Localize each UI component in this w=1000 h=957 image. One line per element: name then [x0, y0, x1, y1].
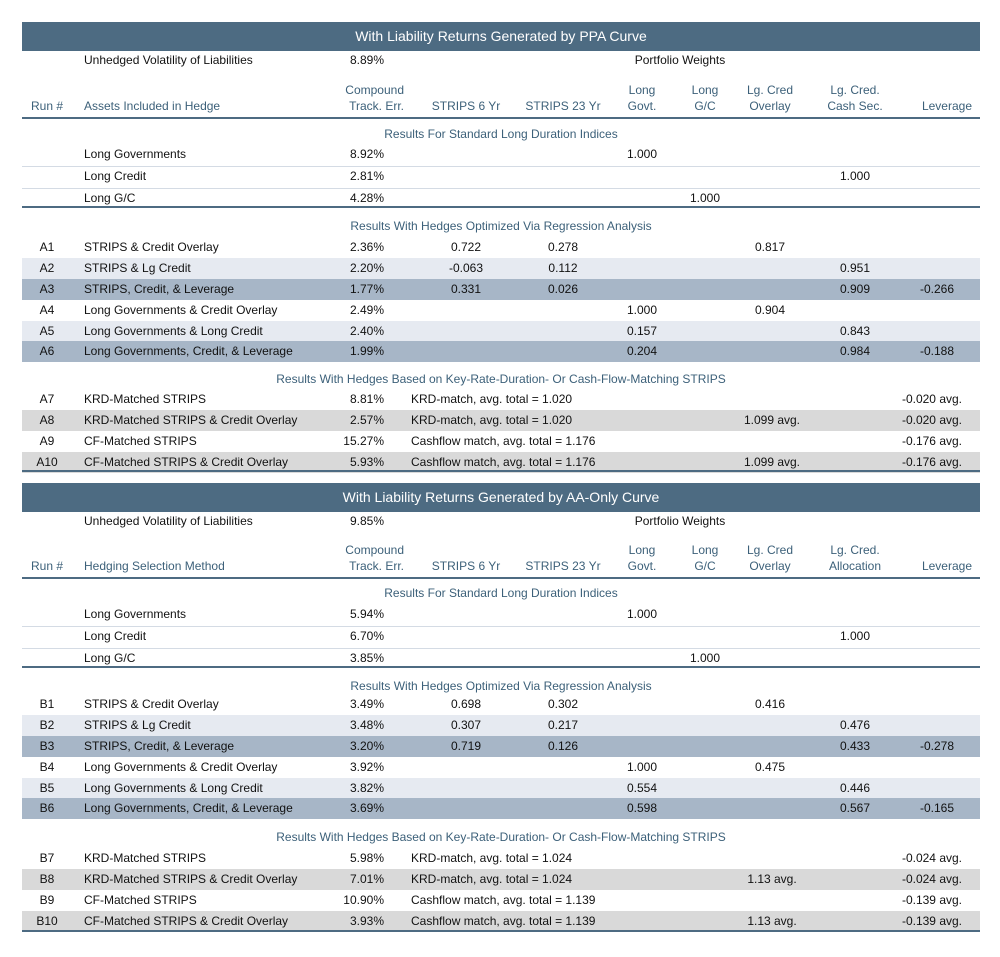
divider-rule	[22, 206, 980, 208]
col-header-strips-6yr: STRIPS 6 Yr	[431, 559, 501, 573]
row-lg: 1.000	[626, 303, 658, 317]
row-tracking-error: 10.90%	[343, 893, 384, 907]
row-tracking-error: 7.01%	[349, 872, 384, 886]
row-te: 3.82%	[349, 781, 384, 795]
row-run: B10	[36, 914, 58, 928]
divider-rule	[22, 930, 980, 932]
row-leverage: -0.020 avg.	[901, 413, 962, 427]
section-subtitle: Results With Hedges Optimized Via Regression Analysis	[350, 679, 652, 693]
divider-rule	[22, 577, 980, 579]
row-match-description: KRD-match, avg. total = 1.020	[411, 392, 573, 406]
row-lg: 0.204	[626, 344, 658, 358]
divider-rule	[22, 117, 980, 119]
row-tracking-error: 15.27%	[343, 434, 384, 448]
row-run: A6	[39, 344, 55, 358]
row-run: B1	[39, 697, 55, 711]
portfolio-weights-heading: Portfolio Weights	[634, 514, 726, 528]
row-s6: 0.719	[450, 739, 482, 753]
row-long-govt: 1.000	[626, 147, 658, 161]
row-te: 2.49%	[349, 303, 384, 317]
row-s6: 0.722	[450, 240, 482, 254]
col-header-long-gc-2: G/C	[694, 99, 716, 113]
row-lco: 1.099 avg.	[743, 413, 801, 427]
col-header-track-err: Track. Err.	[349, 559, 404, 573]
row-run: B5	[39, 781, 55, 795]
col-header-long-gc: Long	[691, 543, 719, 557]
row-leverage: -0.139 avg.	[901, 893, 962, 907]
row-leverage: -0.020 avg.	[901, 392, 962, 406]
row-run: B3	[39, 739, 55, 753]
col-header-lg-cred-cash-2: Cash Sec.	[827, 99, 883, 113]
col-header-strips-6yr: STRIPS 6 Yr	[431, 99, 501, 113]
row-long-gc: 1.000	[689, 191, 721, 205]
row-run: A2	[39, 261, 55, 275]
row-tracking-error: 5.98%	[349, 851, 384, 865]
col-header-strips-23yr: STRIPS 23 Yr	[525, 99, 601, 113]
row-tracking-error: 3.85%	[349, 651, 384, 665]
row-leverage: -0.024 avg.	[901, 872, 962, 886]
unhedged-volatility-label: Unhedged Volatility of Liabilities	[84, 53, 253, 67]
row-lcc: 0.433	[839, 739, 871, 753]
panel-title: With Liability Returns Generated by AA-Only Curve	[22, 483, 980, 512]
row-match-description: KRD-match, avg. total = 1.024	[411, 851, 573, 865]
row-te: 3.49%	[349, 697, 384, 711]
row-name: Long Governments, Credit, & Leverage	[84, 801, 293, 815]
row-run: B8	[39, 872, 55, 886]
row-lco: 1.099 avg.	[743, 455, 801, 469]
row-name: KRD-Matched STRIPS	[84, 851, 207, 865]
row-name: Long Governments, Credit, & Leverage	[84, 344, 293, 358]
row-tracking-error: 6.70%	[349, 629, 384, 643]
row-name: Long Governments & Long Credit	[84, 781, 263, 795]
row-tracking-error: 8.92%	[349, 147, 384, 161]
row-name: Long Governments & Credit Overlay	[84, 760, 278, 774]
row-tracking-error: 5.94%	[349, 607, 384, 621]
row-match-description: KRD-match, avg. total = 1.020	[411, 413, 573, 427]
row-lcc: 0.984	[839, 344, 871, 358]
row-lco: 1.13 avg.	[747, 872, 797, 886]
row-name: STRIPS & Credit Overlay	[84, 697, 219, 711]
row-lev: -0.188	[919, 344, 954, 358]
row-lg: 0.598	[626, 801, 658, 815]
row-name: CF-Matched STRIPS	[84, 434, 197, 448]
row-lcc: 0.567	[839, 801, 871, 815]
row-leverage: -0.176 avg.	[901, 434, 962, 448]
row-name: STRIPS & Lg Credit	[84, 718, 191, 732]
row-name: Long Governments & Long Credit	[84, 324, 263, 338]
row-name: CF-Matched STRIPS & Credit Overlay	[84, 914, 289, 928]
row-name: KRD-Matched STRIPS & Credit Overlay	[84, 413, 298, 427]
row-match-description: Cashflow match, avg. total = 1.139	[411, 914, 596, 928]
row-run: A5	[39, 324, 55, 338]
section-subtitle: Results With Hedges Optimized Via Regression Analysis	[350, 219, 652, 233]
portfolio-weights-heading: Portfolio Weights	[634, 53, 726, 67]
row-te: 2.36%	[349, 240, 384, 254]
row-run: A9	[39, 434, 55, 448]
row-match-description: Cashflow match, avg. total = 1.139	[411, 893, 596, 907]
row-name: STRIPS, Credit, & Leverage	[84, 282, 235, 296]
row-name: KRD-Matched STRIPS	[84, 392, 207, 406]
col-header-lg-cred-overlay-2: Overlay	[749, 559, 791, 573]
row-run: A4	[39, 303, 55, 317]
row-lg: 0.157	[626, 324, 658, 338]
row-match-description: KRD-match, avg. total = 1.024	[411, 872, 573, 886]
col-header-long-govt-2: Govt.	[627, 99, 657, 113]
row-te: 1.99%	[349, 344, 384, 358]
row-name: CF-Matched STRIPS & Credit Overlay	[84, 455, 289, 469]
row-name: STRIPS, Credit, & Leverage	[84, 739, 235, 753]
row-s6: 0.331	[450, 282, 482, 296]
row-te: 3.20%	[349, 739, 384, 753]
col-header-lg-cred-cash: Lg. Cred.	[830, 543, 880, 557]
col-header-long-gc: Long	[691, 83, 719, 97]
row-run: A1	[39, 240, 55, 254]
row-s23: 0.217	[547, 718, 579, 732]
section-subtitle: Results For Standard Long Duration Indices	[384, 586, 618, 600]
unhedged-volatility-label: Unhedged Volatility of Liabilities	[84, 514, 253, 528]
col-header-lg-cred-overlay: Lg. Cred	[746, 83, 794, 97]
row-name: Long Governments & Credit Overlay	[84, 303, 278, 317]
row-name: Long Governments	[84, 147, 187, 161]
row-te: 2.40%	[349, 324, 384, 338]
row-s23: 0.026	[547, 282, 579, 296]
divider-rule	[22, 666, 980, 668]
row-lco: 0.817	[754, 240, 786, 254]
col-header-run: Run #	[30, 99, 64, 113]
row-tracking-error: 2.57%	[349, 413, 384, 427]
section-subtitle: Results With Hedges Based on Key-Rate-Duration- Or Cash-Flow-Matching STRIPS	[276, 830, 726, 844]
row-te: 3.69%	[349, 801, 384, 815]
row-lcc: 0.909	[839, 282, 871, 296]
row-lev: -0.266	[919, 282, 954, 296]
row-name: CF-Matched STRIPS	[84, 893, 197, 907]
row-tracking-error: 8.81%	[349, 392, 384, 406]
row-run: B9	[39, 893, 55, 907]
row-run: A7	[39, 392, 55, 406]
row-s23: 0.112	[548, 261, 578, 275]
row-leverage: -0.139 avg.	[901, 914, 962, 928]
row-name: Long Governments	[84, 607, 187, 621]
row-run: B7	[39, 851, 55, 865]
row-te: 2.20%	[349, 261, 384, 275]
row-run: B4	[39, 760, 55, 774]
col-header-long-govt-2: Govt.	[627, 559, 657, 573]
row-lcc: 0.476	[839, 718, 871, 732]
col-header-assets: Assets Included in Hedge	[84, 99, 221, 113]
row-name: STRIPS & Credit Overlay	[84, 240, 219, 254]
col-header-leverage: Leverage	[921, 559, 972, 573]
row-name: Long G/C	[84, 191, 136, 205]
row-lev: -0.278	[919, 739, 954, 753]
row-lg: 0.554	[626, 781, 658, 795]
col-header-compound: Compound	[345, 543, 404, 557]
col-header-assets: Hedging Selection Method	[84, 559, 225, 573]
col-header-strips-23yr: STRIPS 23 Yr	[525, 559, 601, 573]
section-subtitle: Results With Hedges Based on Key-Rate-Duration- Or Cash-Flow-Matching STRIPS	[276, 372, 726, 386]
panel-title: With Liability Returns Generated by PPA Curve	[22, 22, 980, 51]
row-lg-cred: 1.000	[839, 169, 871, 183]
row-run: A10	[36, 455, 58, 469]
unhedged-volatility-value: 9.85%	[349, 514, 384, 528]
row-leverage: -0.024 avg.	[901, 851, 962, 865]
row-lcc: 0.446	[839, 781, 871, 795]
row-s23: 0.302	[547, 697, 579, 711]
row-run: A8	[39, 413, 55, 427]
row-leverage: -0.176 avg.	[901, 455, 962, 469]
row-te: 1.77%	[349, 282, 384, 296]
row-lcc: 0.843	[839, 324, 871, 338]
row-long-govt: 1.000	[626, 607, 658, 621]
row-lcc: 0.951	[839, 261, 871, 275]
row-name: Long G/C	[84, 651, 136, 665]
col-header-lg-cred-overlay: Lg. Cred	[746, 543, 794, 557]
row-s6: 0.698	[450, 697, 482, 711]
row-tracking-error: 2.81%	[349, 169, 384, 183]
row-run: A3	[39, 282, 55, 296]
row-lco: 0.475	[754, 760, 786, 774]
row-match-description: Cashflow match, avg. total = 1.176	[411, 455, 596, 469]
col-header-lg-cred-overlay-2: Overlay	[749, 99, 791, 113]
divider-rule	[22, 470, 980, 472]
row-run: B6	[39, 801, 55, 815]
row-long-gc: 1.000	[689, 651, 721, 665]
row-run: B2	[39, 718, 55, 732]
col-header-run: Run #	[30, 559, 64, 573]
row-name: Long Credit	[84, 169, 147, 183]
row-lco: 0.416	[754, 697, 786, 711]
row-name: KRD-Matched STRIPS & Credit Overlay	[84, 872, 298, 886]
col-header-compound: Compound	[345, 83, 404, 97]
row-lg: 1.000	[626, 760, 658, 774]
row-s6: -0.063	[448, 261, 484, 275]
row-tracking-error: 3.93%	[349, 914, 384, 928]
row-lev: -0.165	[919, 801, 954, 815]
row-s6: 0.307	[450, 718, 482, 732]
col-header-track-err: Track. Err.	[349, 99, 404, 113]
row-s23: 0.126	[547, 739, 579, 753]
col-header-long-govt: Long	[628, 543, 656, 557]
col-header-lg-cred-cash-2: Allocation	[828, 559, 882, 573]
row-tracking-error: 4.28%	[349, 191, 384, 205]
col-header-long-govt: Long	[628, 83, 656, 97]
row-te: 3.92%	[349, 760, 384, 774]
row-name: STRIPS & Lg Credit	[84, 261, 191, 275]
row-match-description: Cashflow match, avg. total = 1.176	[411, 434, 596, 448]
row-te: 3.48%	[349, 718, 384, 732]
col-header-lg-cred-cash: Lg. Cred.	[830, 83, 880, 97]
row-lco: 0.904	[754, 303, 786, 317]
row-name: Long Credit	[84, 629, 147, 643]
section-subtitle: Results For Standard Long Duration Indices	[384, 127, 618, 141]
row-tracking-error: 5.93%	[349, 455, 384, 469]
row-lco: 1.13 avg.	[747, 914, 797, 928]
col-header-leverage: Leverage	[921, 99, 972, 113]
row-s23: 0.278	[547, 240, 579, 254]
row-lg-cred: 1.000	[839, 629, 871, 643]
col-header-long-gc-2: G/C	[694, 559, 716, 573]
unhedged-volatility-value: 8.89%	[349, 53, 384, 67]
